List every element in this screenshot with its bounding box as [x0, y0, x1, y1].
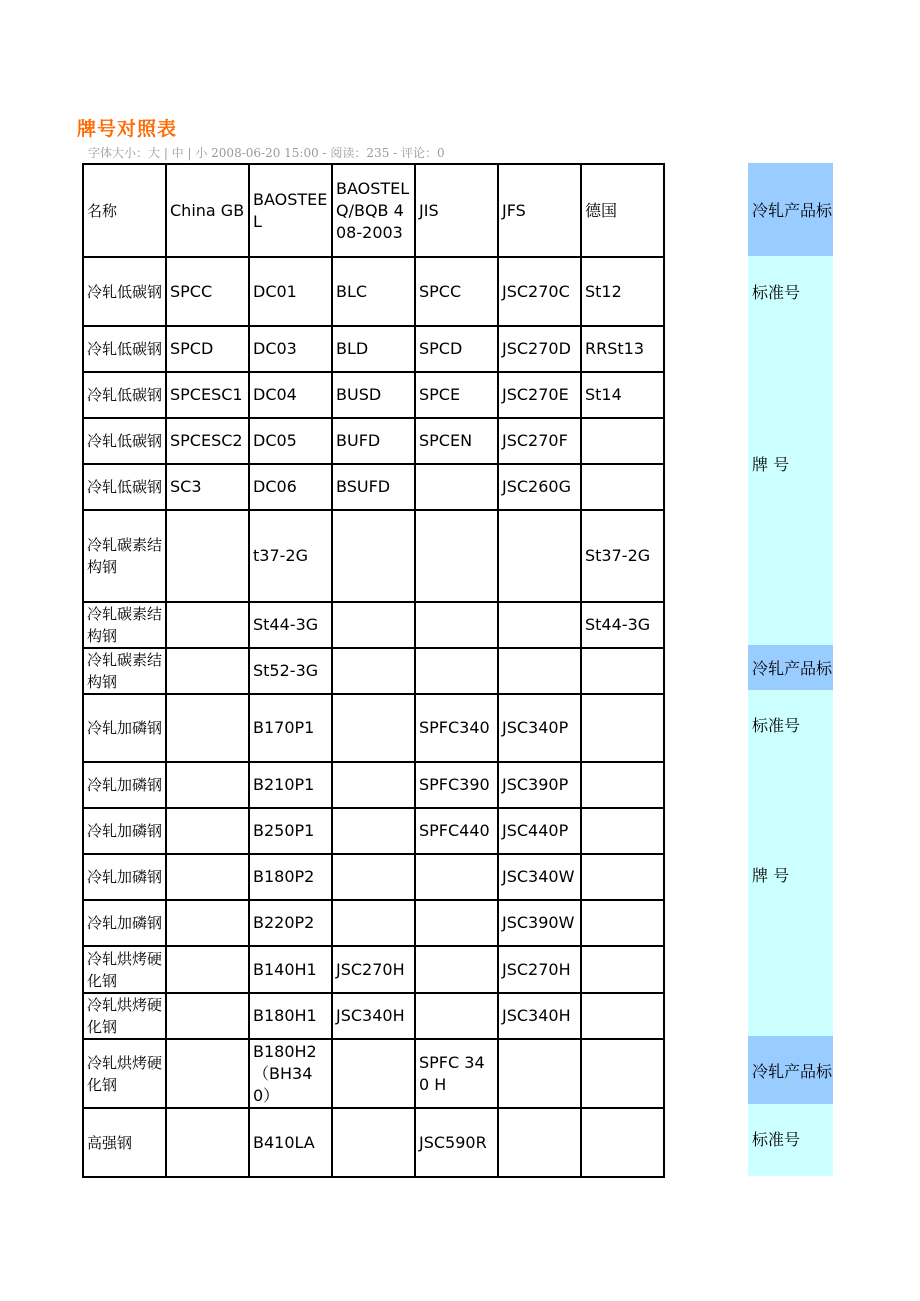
table-cell: SPFC440: [415, 808, 498, 854]
table-row: [83, 326, 664, 372]
table-cell: 冷轧碳素结构钢: [83, 602, 166, 648]
table-cell: St37-2G: [581, 510, 664, 602]
table-cell: BUFD: [332, 418, 415, 464]
table-cell: JSC590R: [415, 1108, 498, 1177]
table-cell: 冷轧低碳钢: [83, 372, 166, 418]
table-cell: 冷轧加磷钢: [83, 694, 166, 762]
header-cell: 德国: [581, 164, 664, 257]
table-cell: [581, 900, 664, 946]
table-cell: SPCD: [415, 326, 498, 372]
table-cell: [581, 946, 664, 993]
table-cell: [498, 1108, 581, 1177]
table-cell: [415, 648, 498, 694]
table-cell: JSC340P: [498, 694, 581, 762]
table-cell: SPFC390: [415, 762, 498, 808]
table-cell: [332, 1039, 415, 1108]
table-row: [83, 418, 664, 464]
table-cell: [332, 602, 415, 648]
table-cell: [581, 993, 664, 1039]
table-cell: [166, 900, 249, 946]
table-cell: JSC390W: [498, 900, 581, 946]
table-cell: B220P2: [249, 900, 332, 946]
table-cell: SPCESC2: [166, 418, 249, 464]
table-row: [83, 900, 664, 946]
table-cell: 高强钢: [83, 1108, 166, 1177]
table-cell: JSC340H: [332, 993, 415, 1039]
table-cell: JSC390P: [498, 762, 581, 808]
table-cell: [415, 464, 498, 510]
table-cell: 冷轧烘烤硬化钢: [83, 993, 166, 1039]
table-cell: [166, 762, 249, 808]
table-cell: B180H1: [249, 993, 332, 1039]
table-row: [83, 694, 664, 762]
table-cell: 冷轧低碳钢: [83, 464, 166, 510]
table-cell: SPFC 340 H: [415, 1039, 498, 1108]
table-cell: 冷轧加磷钢: [83, 854, 166, 900]
table-cell: DC04: [249, 372, 332, 418]
table-cell: [166, 1039, 249, 1108]
table-row: [83, 854, 664, 900]
table-row: [83, 808, 664, 854]
table-row: [83, 993, 664, 1039]
header-cell: China GB: [166, 164, 249, 257]
table-cell: [332, 808, 415, 854]
table-cell: SPCC: [166, 257, 249, 326]
table-cell: 冷轧加磷钢: [83, 900, 166, 946]
table-row: [83, 1039, 664, 1108]
table-cell: St14: [581, 372, 664, 418]
table-cell: [415, 602, 498, 648]
table-cell: St44-3G: [249, 602, 332, 648]
table-row: [83, 1108, 664, 1177]
side-label: 标准号: [752, 715, 801, 735]
table-cell: t37-2G: [249, 510, 332, 602]
table-cell: JSC270E: [498, 372, 581, 418]
side-label: 冷轧产品标: [748, 645, 833, 690]
table-cell: [498, 648, 581, 694]
table-cell: [166, 510, 249, 602]
grade-comparison-table: [82, 163, 665, 1178]
table-cell: RRSt13: [581, 326, 664, 372]
table-cell: 冷轧烘烤硬化钢: [83, 946, 166, 993]
table-cell: BSUFD: [332, 464, 415, 510]
table-cell: 冷轧烘烤硬化钢: [83, 1039, 166, 1108]
header-cell: BAOSTEL Q/BQB 408-2003: [332, 164, 415, 257]
table-cell: SPCEN: [415, 418, 498, 464]
table-cell: [581, 762, 664, 808]
table-cell: JSC270H: [498, 946, 581, 993]
table-cell: SPCE: [415, 372, 498, 418]
table-cell: [498, 510, 581, 602]
table-cell: [166, 648, 249, 694]
header-cell: JIS: [415, 164, 498, 257]
table-cell: [166, 808, 249, 854]
table-cell: [415, 900, 498, 946]
table-cell: B410LA: [249, 1108, 332, 1177]
table-cell: [581, 418, 664, 464]
table-cell: 冷轧碳素结构钢: [83, 648, 166, 694]
table-cell: [581, 854, 664, 900]
table-cell: [581, 464, 664, 510]
side-label: 冷轧产品标: [748, 163, 833, 256]
header-cell: 名称: [83, 164, 166, 257]
table-cell: SPCD: [166, 326, 249, 372]
table-row: [83, 372, 664, 418]
table-cell: DC06: [249, 464, 332, 510]
article-meta: 字体大小：大 | 中 | 小 2008-06-20 15:00 - 阅读：235 - 评论：0: [88, 146, 445, 160]
table-cell: [166, 602, 249, 648]
table-cell: BLD: [332, 326, 415, 372]
table-cell: JSC270H: [332, 946, 415, 993]
table-cell: 冷轧低碳钢: [83, 257, 166, 326]
table-cell: [332, 694, 415, 762]
table-cell: SPFC340: [415, 694, 498, 762]
table-cell: [415, 946, 498, 993]
table-cell: [332, 510, 415, 602]
side-panel: [748, 163, 833, 1176]
table-row: [83, 946, 664, 993]
table-cell: [581, 648, 664, 694]
table-cell: [581, 694, 664, 762]
table-cell: B140H1: [249, 946, 332, 993]
table-cell: [415, 993, 498, 1039]
side-label: 标准号: [752, 1130, 801, 1149]
table-row: [83, 510, 664, 602]
table-cell: 冷轧加磷钢: [83, 762, 166, 808]
table-cell: [166, 993, 249, 1039]
table-cell: [415, 854, 498, 900]
table-row: [83, 602, 664, 648]
table-cell: B250P1: [249, 808, 332, 854]
table-cell: DC05: [249, 418, 332, 464]
table-cell: [166, 854, 249, 900]
table-cell: JSC440P: [498, 808, 581, 854]
table-cell: JSC270F: [498, 418, 581, 464]
side-label: 牌 号: [752, 866, 790, 885]
table-cell: 冷轧低碳钢: [83, 326, 166, 372]
table-cell: St44-3G: [581, 602, 664, 648]
table-cell: SPCC: [415, 257, 498, 326]
table-cell: [498, 1039, 581, 1108]
table-row: [83, 648, 664, 694]
table-cell: JSC340H: [498, 993, 581, 1039]
table-cell: DC01: [249, 257, 332, 326]
table-cell: B180P2: [249, 854, 332, 900]
table-cell: B180H2（BH340）: [249, 1039, 332, 1108]
table-cell: [332, 762, 415, 808]
table-cell: SC3: [166, 464, 249, 510]
table-row: [83, 257, 664, 326]
table-row: [83, 762, 664, 808]
table-cell: B210P1: [249, 762, 332, 808]
table-cell: [581, 808, 664, 854]
table-cell: JSC340W: [498, 854, 581, 900]
header-cell: JFS: [498, 164, 581, 257]
table-cell: [415, 510, 498, 602]
table-cell: 冷轧加磷钢: [83, 808, 166, 854]
table-row: [83, 464, 664, 510]
table-cell: BUSD: [332, 372, 415, 418]
header-cell: BAOSTEEL: [249, 164, 332, 257]
table-cell: [332, 648, 415, 694]
side-label: 标准号: [752, 282, 801, 302]
table-cell: JSC270D: [498, 326, 581, 372]
table-cell: [498, 602, 581, 648]
table-cell: B170P1: [249, 694, 332, 762]
table-cell: [332, 854, 415, 900]
table-cell: [166, 946, 249, 993]
side-label: 冷轧产品标: [748, 1036, 833, 1104]
table-cell: SPCESC1: [166, 372, 249, 418]
side-label: 牌 号: [752, 455, 790, 474]
header-row: [83, 164, 664, 257]
table-cell: [166, 694, 249, 762]
table-cell: St52-3G: [249, 648, 332, 694]
table-cell: [581, 1108, 664, 1177]
table-cell: BLC: [332, 257, 415, 326]
table-cell: St12: [581, 257, 664, 326]
table-cell: JSC260G: [498, 464, 581, 510]
table-cell: DC03: [249, 326, 332, 372]
table-cell: 冷轧低碳钢: [83, 418, 166, 464]
table-cell: 冷轧碳素结构钢: [83, 510, 166, 602]
table-cell: [332, 1108, 415, 1177]
table-cell: [332, 900, 415, 946]
page-title: 牌号对照表: [77, 118, 178, 140]
table-cell: JSC270C: [498, 257, 581, 326]
table-cell: [581, 1039, 664, 1108]
table-cell: [166, 1108, 249, 1177]
